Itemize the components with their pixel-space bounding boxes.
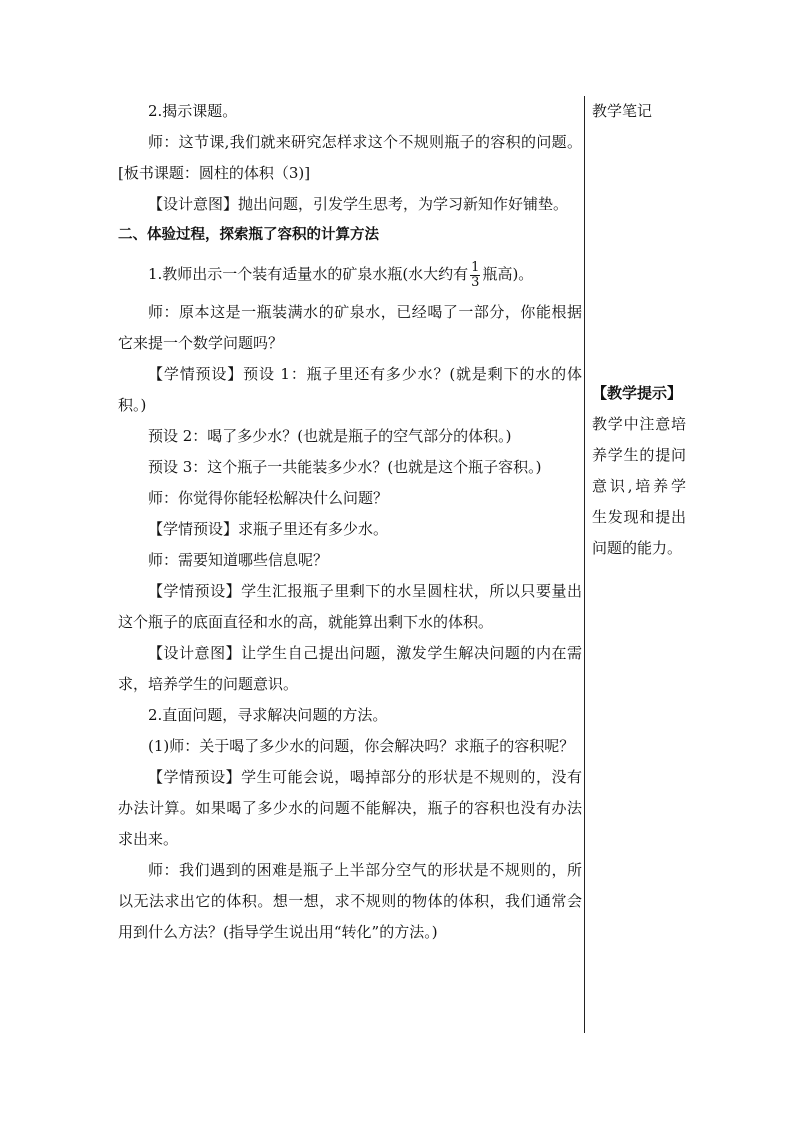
paragraph: 师：你觉得你能轻松解决什么问题？ — [148, 489, 389, 507]
text-segment: 瓶高)。 — [482, 265, 534, 283]
teaching-tip-body: 教学中注意培养学生的提问意识,培养学生发现和提出问题的能力。 — [592, 415, 686, 557]
column-divider — [584, 96, 585, 1033]
paragraph: 【学情预设】学生汇报瓶子里剩下的水呈圆柱状，所以只要量出这个瓶子的底面直径和水的高，就能算出剩下水的体积。 — [118, 582, 582, 631]
paragraph: 【学情预设】求瓶子里还有多少水。 — [148, 520, 389, 538]
text-segment: 1.教师出示一个装有适量水的矿泉水瓶(水大约有 — [148, 265, 469, 283]
design-intent-paragraph: 【设计意图】抛出问题，引发学生思考，为学习新知作好铺垫。 — [148, 195, 569, 213]
paragraph: (1)师：关于喝了多少水的问题，你会解决吗？求瓶子的容积呢？ — [148, 737, 575, 755]
design-intent-paragraph: 【设计意图】让学生自己提出问题，激发学生解决问题的内在需求，培养学生的问题意识。 — [118, 644, 582, 693]
paragraph: 师：需要知道哪些信息呢？ — [148, 551, 329, 569]
lesson-content — [118, 96, 582, 948]
fraction — [470, 261, 480, 290]
teaching-tip — [592, 378, 686, 564]
paragraph-with-fraction — [118, 251, 582, 297]
fraction-numerator: 1 — [471, 259, 480, 275]
paragraph: 2.直面问题，寻求解决问题的方法。 — [148, 706, 388, 724]
teaching-tip-heading: 【教学提示】 — [592, 384, 683, 402]
paragraph: 师：这节课,我们就来研究怎样求这个不规则瓶子的容积的问题。[板书课题：圆柱的体积（3)] — [118, 133, 582, 182]
paragraph: 2.揭示课题。 — [148, 102, 238, 120]
paragraph: 【学情预设】预设 1：瓶子里还有多少水？(就是剩下的水的体积。) — [118, 365, 582, 414]
paragraph: 预设 2：喝了多少水？(也就是瓶子的空气部分的体积。) — [148, 427, 512, 445]
paragraph: 预设 3：这个瓶子一共能装多少水？(也就是这个瓶子容积。) — [148, 458, 542, 476]
paragraph: 【学情预设】学生可能会说，喝掉部分的形状是不规则的，没有办法计算。如果喝了多少水的问题不能解决，瓶子的容积也没有办法求出来。 — [118, 768, 582, 848]
teaching-notes-title: 教学笔记 — [592, 102, 653, 120]
fraction-denominator: 3 — [471, 274, 480, 290]
paragraph: 师：原本这是一瓶装满水的矿泉水，已经喝了一部分，你能根据它来提一个数学问题吗？ — [118, 303, 582, 352]
section-heading: 二、体验过程，探索瓶了容积的计算方法 — [118, 227, 379, 243]
paragraph: 师：我们遇到的困难是瓶子上半部分空气的形状是不规则的，所以无法求出它的体积。想一想，求不规则的物体的体积，我们通常会用到什么方法？(指导学生说出用“转化”的方法。) — [118, 861, 582, 941]
